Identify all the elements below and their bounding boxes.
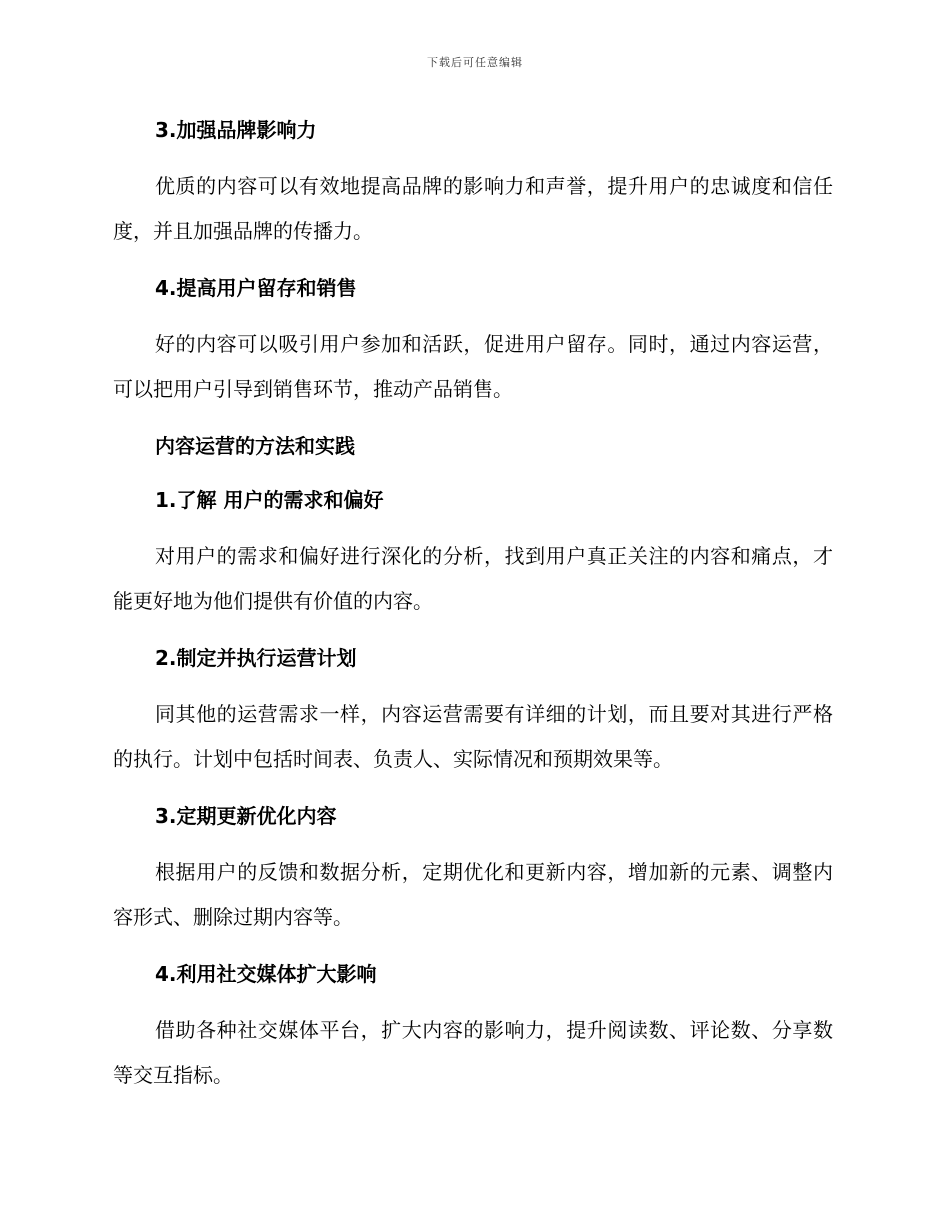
section-heading-update-content: 3.定期更新优化内容 — [155, 804, 337, 828]
section-heading-operation-plan: 2.制定并执行运营计划 — [155, 646, 357, 670]
section-heading-retention-sales: 4.提高用户留存和销售 — [155, 276, 357, 300]
paragraph-operation-plan: 同其他的运营需求一样，内容运营需要有详细的计划，而且要对其进行严格的执行。计划中包括时间表、负责人、实际情况和预期效果等。 — [113, 702, 833, 771]
section-heading-brand-influence: 3.加强品牌影响力 — [155, 118, 317, 142]
section-heading-user-needs: 1.了解 用户的需求和偏好 — [155, 488, 384, 512]
page-header: 下载后可任意编辑 — [427, 56, 523, 69]
paragraph-user-needs: 对用户的需求和偏好进行深化的分析，找到用户真正关注的内容和痛点，才能更好地为他们提供有价值的内容。 — [113, 544, 833, 613]
paragraph-retention-sales: 好的内容可以吸引用户参加和活跃，促进用户留存。同时，通过内容运营，可以把用户引导到销售环节，推动产品销售。 — [113, 332, 833, 401]
section-heading-methods-practice: 内容运营的方法和实践 — [155, 434, 355, 458]
paragraph-update-content: 根据用户的反馈和数据分析，定期优化和更新内容，增加新的元素、调整内容形式、删除过期内容等。 — [113, 860, 833, 929]
document-body — [113, 110, 833, 1112]
paragraph-social-media: 借助各种社交媒体平台，扩大内容的影响力，提升阅读数、评论数、分享数等交互指标。 — [113, 1018, 833, 1087]
paragraph-brand-influence: 优质的内容可以有效地提高品牌的影响力和声誉，提升用户的忠诚度和信任度，并且加强品牌的传播力。 — [113, 174, 833, 243]
section-heading-social-media: 4.利用社交媒体扩大影响 — [155, 962, 377, 986]
